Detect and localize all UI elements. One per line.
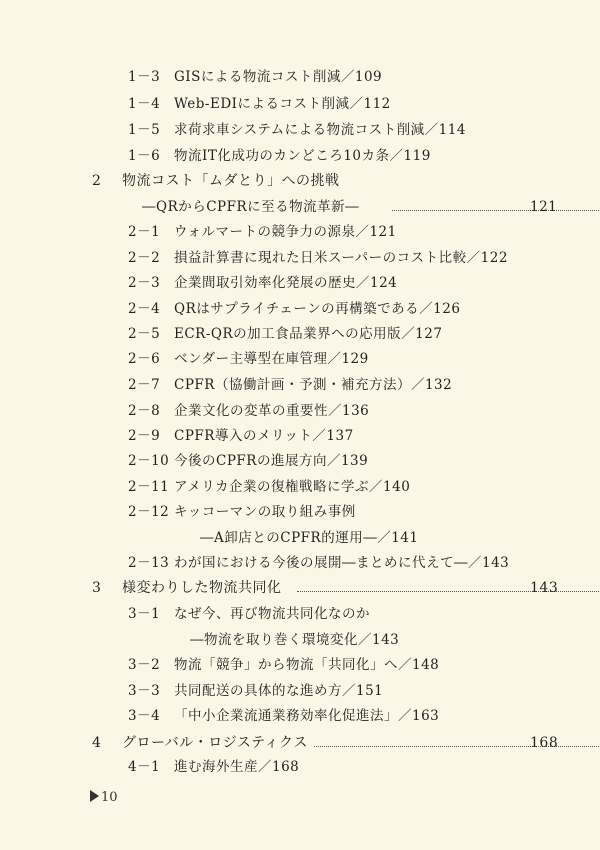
entry-title: なぜ今、再び物流共同化なのか xyxy=(174,606,370,622)
triangle-marker-icon xyxy=(90,790,99,802)
entry-number: 2－1 xyxy=(128,224,161,240)
footer-page-number: 10 xyxy=(101,790,118,805)
chapter-title: 物流コスト「ムダとり」への挑戦 xyxy=(122,173,340,189)
chapter-number: 3 xyxy=(92,580,102,596)
entry-number: 2－12 xyxy=(128,504,170,520)
entry-subtitle: ―物流を取り巻く環境変化／143 xyxy=(190,632,400,648)
entry-title: 求荷求車システムによる物流コスト削減／114 xyxy=(174,122,466,138)
entry-title: CPFR（協働計画・予測・補充方法）／132 xyxy=(174,377,453,393)
entry-title: 企業文化の変革の重要性／136 xyxy=(174,403,370,419)
chapter-title: 様変わりした物流共同化 xyxy=(122,580,282,596)
entry-title: 今後のCPFRの進展方向／139 xyxy=(174,453,369,469)
entry-number: 2－4 xyxy=(128,301,161,317)
entry-number: 2－6 xyxy=(128,351,161,367)
entry-number: 2－5 xyxy=(128,326,161,342)
page-number: 121 xyxy=(530,199,558,215)
entry-title: 共同配送の具体的な進め方／151 xyxy=(174,683,384,699)
entry-title: 「中小企業流通業務効率化促進法」／163 xyxy=(174,708,440,724)
dot-leader xyxy=(392,198,600,211)
chapter-number: 4 xyxy=(92,735,102,751)
entry-number: 4－1 xyxy=(128,759,161,775)
entry-title: 物流「競争」から物流「共同化」へ／148 xyxy=(174,657,440,673)
entry-number: 2－7 xyxy=(128,377,161,393)
page-number: 143 xyxy=(530,580,559,596)
entry-title: キッコーマンの取り組み事例 xyxy=(174,504,356,520)
entry-number: 3－1 xyxy=(128,606,161,622)
chapter-title: グローバル・ロジスティクス xyxy=(122,735,308,751)
entry-number: 2－13 xyxy=(128,555,170,571)
entry-title: わが国における今後の展開―まとめに代えて―／143 xyxy=(174,555,510,571)
chapter-subtitle: ―QRからCPFRに至る物流革新― xyxy=(142,199,360,215)
entry-number: 1－3 xyxy=(128,69,161,85)
entry-title: Web-EDIによるコスト削減／112 xyxy=(174,96,391,112)
entry-number: 2－3 xyxy=(128,275,161,291)
entry-title: QRはサプライチェーンの再構築である／126 xyxy=(174,301,461,317)
entry-number: 3－3 xyxy=(128,683,161,699)
entry-title: GISによる物流コスト削減／109 xyxy=(174,69,383,85)
page-footer xyxy=(90,790,118,805)
entry-subtitle: ―A卸店とのCPFR的運用―／141 xyxy=(200,530,419,546)
entry-number: 1－4 xyxy=(128,96,161,112)
entry-number: 2－8 xyxy=(128,403,161,419)
entry-number: 3－4 xyxy=(128,708,161,724)
entry-title: ベンダー主導型在庫管理／129 xyxy=(174,351,369,367)
entry-title: 企業間取引効率化発展の歴史／124 xyxy=(174,275,398,291)
entry-title: 物流IT化成功のカンどころ10カ条／119 xyxy=(174,148,431,164)
entry-number: 1－6 xyxy=(128,148,161,164)
entry-title: アメリカ企業の復権戦略に学ぶ／140 xyxy=(174,479,411,495)
entry-title: 損益計算書に現れた日米スーパーのコスト比較／122 xyxy=(174,250,508,266)
entry-title: 進む海外生産／168 xyxy=(174,759,300,775)
chapter-number: 2 xyxy=(92,173,102,189)
entry-number: 2－9 xyxy=(128,428,161,444)
entry-number: 2－10 xyxy=(128,453,170,469)
entry-number: 2－2 xyxy=(128,250,161,266)
entry-number: 3－2 xyxy=(128,657,161,673)
page-number: 168 xyxy=(530,735,559,751)
entry-title: ECR-QRの加工食品業界への応用版／127 xyxy=(174,326,443,342)
entry-number: 1－5 xyxy=(128,122,161,138)
entry-title: ウォルマートの競争力の源泉／121 xyxy=(174,224,397,240)
entry-number: 2－11 xyxy=(128,479,170,495)
entry-title: CPFR導入のメリット／137 xyxy=(174,428,354,444)
